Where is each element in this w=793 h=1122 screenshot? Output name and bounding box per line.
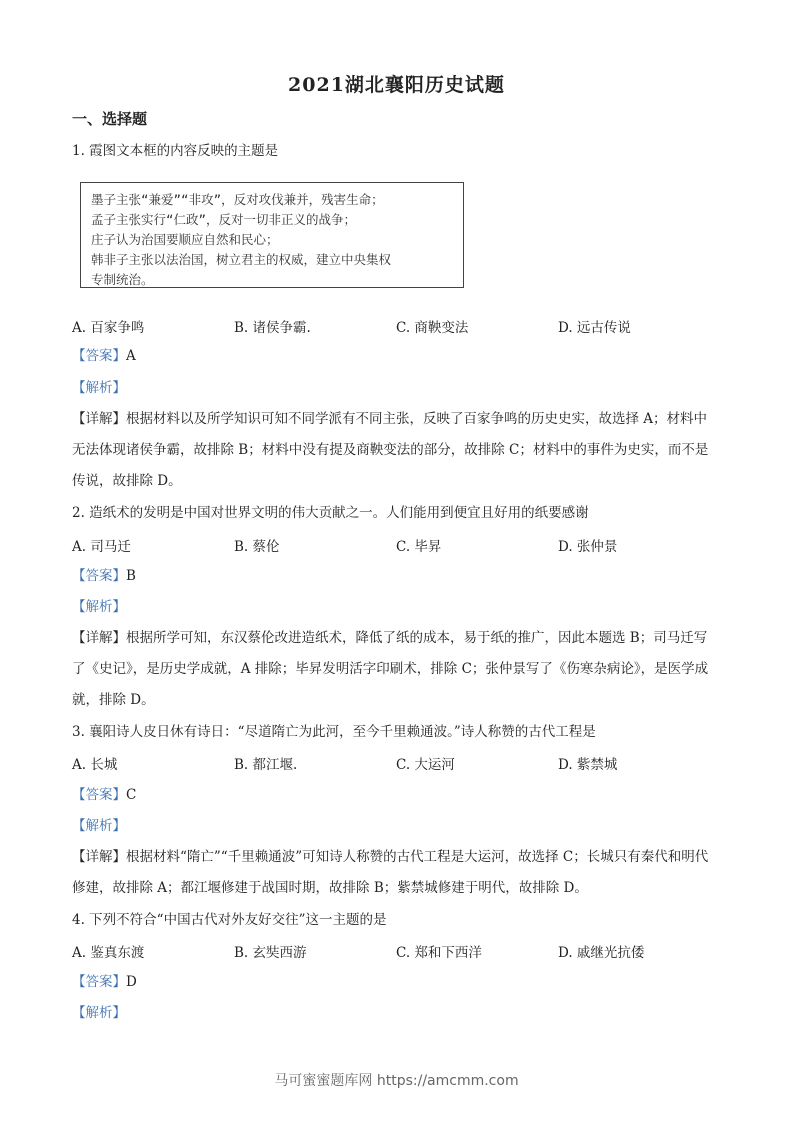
page-title: 2021湖北襄阳历史试题 bbox=[288, 74, 505, 96]
footer-watermark: 马可蜜蜜题库网 https://amcmm.com bbox=[274, 1073, 519, 1089]
q1-answer bbox=[72, 346, 136, 366]
detail-tag: 【详解】 bbox=[72, 411, 126, 427]
q3-option-b: B. 都江堰. bbox=[234, 757, 298, 773]
q1-box-line: 专制统治。 bbox=[91, 272, 154, 287]
answer-value: C bbox=[126, 787, 137, 803]
q3-option-d: D. 紫禁城 bbox=[558, 757, 618, 773]
answer-value: D bbox=[126, 974, 137, 990]
q1-option-c: C. 商鞅变法 bbox=[396, 320, 469, 336]
q3-detail-line: 修建，故排除 A；都江堰修建于战国时期，故排除 B；紫禁城修建于明代，故排除 D。 bbox=[72, 880, 588, 896]
detail-text: 根据材料以及所学知识可知不同学派有不同主张，反映了百家争鸣的历史史实，故选择 A；材料中 bbox=[126, 411, 708, 427]
answer-tag: 【答案】 bbox=[72, 787, 126, 803]
q1-box-line: 墨子主张“兼爱”“非攻”，反对攻伐兼并，残害生命； bbox=[91, 192, 384, 207]
q1-option-b: B. 诸侯争霸. bbox=[234, 320, 311, 336]
q1-analysis-tag: 【解析】 bbox=[72, 380, 126, 396]
answer-tag: 【答案】 bbox=[72, 348, 126, 364]
q2-option-b: B. 蔡伦 bbox=[234, 539, 280, 555]
q2-detail-line bbox=[72, 628, 707, 648]
q2-option-a: A. 司马迁 bbox=[72, 539, 131, 555]
q2-detail-line: 了《史记》，是历史学成就，A 排除；毕昇发明活字印刷术，排除 C；张仲景写了《伤寒杂病论》，是医学成 bbox=[72, 661, 709, 677]
answer-value: A bbox=[126, 348, 136, 364]
detail-text: 根据材料“隋亡”“千里赖通波”可知诗人称赞的古代工程是大运河，故选择 C；长城只有秦代和明代 bbox=[126, 849, 709, 865]
q4-option-c: C. 郑和下西洋 bbox=[396, 945, 482, 961]
answer-tag: 【答案】 bbox=[72, 568, 126, 584]
q3-stem: 3. 襄阳诗人皮日休有诗日：“尽道隋亡为此河，至今千里赖通波。”诗人称赞的古代工程是 bbox=[72, 724, 596, 740]
q3-option-a: A. 长城 bbox=[72, 757, 118, 773]
q1-detail-line bbox=[72, 409, 707, 429]
q4-option-d: D. 戚继光抗倭 bbox=[558, 945, 645, 961]
q2-option-c: C. 毕昇 bbox=[396, 539, 442, 555]
q4-stem: 4. 下列不符合“中国古代对外友好交往”这一主题的是 bbox=[72, 912, 387, 928]
q1-stem: 1. 霞图文本框的内容反映的主题是 bbox=[72, 143, 279, 159]
q3-detail-line bbox=[72, 847, 708, 867]
q4-option-b: B. 玄奘西游 bbox=[234, 945, 307, 961]
q4-analysis-tag: 【解析】 bbox=[72, 1005, 126, 1021]
answer-tag: 【答案】 bbox=[72, 974, 126, 990]
detail-tag: 【详解】 bbox=[72, 630, 126, 646]
q1-text-box bbox=[80, 182, 464, 288]
q2-option-d: D. 张仲景 bbox=[558, 539, 618, 555]
q1-box-line: 韩非子主张以法治国，树立君主的权威，建立中央集权 bbox=[91, 252, 392, 267]
q2-analysis-tag: 【解析】 bbox=[72, 599, 126, 615]
q2-stem: 2. 造纸术的发明是中国对世界文明的伟大贡献之一。人们能用到便宜且好用的纸要感谢 bbox=[72, 505, 589, 521]
q1-option-d: D. 远古传说 bbox=[558, 320, 631, 336]
answer-value: B bbox=[126, 568, 136, 584]
detail-tag: 【详解】 bbox=[72, 849, 126, 865]
detail-text: 根据所学可知，东汉蔡伦改进造纸术，降低了纸的成本，易于纸的推广，因此本题选 B；司马迁写 bbox=[126, 630, 708, 646]
q1-box-line: 庄子认为治国要顺应自然和民心； bbox=[91, 232, 279, 247]
q1-option-a: A. 百家争鸣 bbox=[72, 320, 145, 336]
q2-answer bbox=[72, 566, 136, 586]
q1-box-line: 孟子主张实行“仁政”，反对一切非正义的战争； bbox=[91, 212, 357, 227]
q2-detail-line: 就，排除 D。 bbox=[72, 692, 155, 708]
q4-answer bbox=[72, 972, 137, 992]
q4-option-a: A. 鉴真东渡 bbox=[72, 945, 145, 961]
section-heading: 一、选择题 bbox=[72, 110, 148, 128]
q3-analysis-tag: 【解析】 bbox=[72, 818, 126, 834]
q3-option-c: C. 大运河 bbox=[396, 757, 455, 773]
q1-detail-line: 无法体现诸侯争霸，故排除 B；材料中没有提及商鞅变法的部分，故排除 C；材料中的事件为史实，而不是 bbox=[72, 442, 709, 458]
q1-detail-line: 传说，故排除 D。 bbox=[72, 473, 182, 489]
q3-answer bbox=[72, 785, 136, 805]
